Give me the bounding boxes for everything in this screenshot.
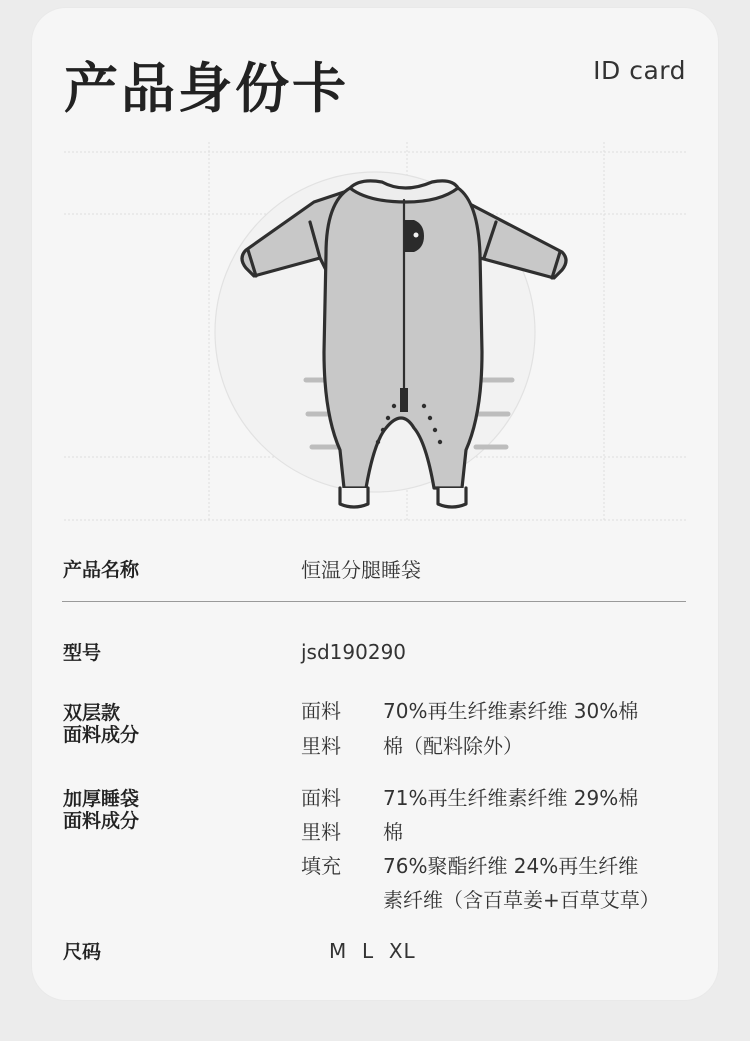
sleepsuit-icon [64, 142, 686, 522]
double-layer-outer-label: 面料 [301, 699, 341, 723]
model-value: jsd190290 [301, 640, 407, 664]
thick-outer-value: 71%再生纤维素纤维 29%棉 [383, 786, 639, 810]
product-name-value: 恒温分腿睡袋 [301, 558, 421, 582]
model-label: 型号 [63, 642, 102, 664]
id-card [32, 8, 718, 1000]
double-layer-outer-value: 70%再生纤维素纤维 30%棉 [383, 699, 639, 723]
sleepsuit-illustration [64, 142, 686, 522]
thick-filling-label: 填充 [301, 854, 341, 878]
thick-label-line1: 加厚睡袋 [63, 788, 140, 810]
thick-label-line2: 面料成分 [63, 810, 140, 832]
size-label: 尺码 [63, 941, 102, 963]
size-value: M L XL [329, 939, 416, 963]
double-layer-lining-value: 棉（配料除外） [383, 734, 523, 758]
double-layer-label-line2: 面料成分 [63, 724, 140, 746]
page-subtitle: ID card [593, 56, 686, 85]
thick-filling-value: 76%聚酯纤维 24%再生纤维 [383, 854, 639, 878]
double-layer-lining-label: 里料 [301, 734, 341, 758]
divider [62, 601, 686, 602]
thick-outer-label: 面料 [301, 786, 341, 810]
thick-filling-value-line2: 素纤维（含百草姜+百草艾草） [383, 888, 660, 912]
product-name-label: 产品名称 [63, 559, 140, 581]
page-title: 产品身份卡 [64, 57, 349, 120]
thick-lining-label: 里料 [301, 820, 341, 844]
thick-lining-value: 棉 [383, 820, 403, 844]
double-layer-label-line1: 双层款 [63, 702, 121, 724]
